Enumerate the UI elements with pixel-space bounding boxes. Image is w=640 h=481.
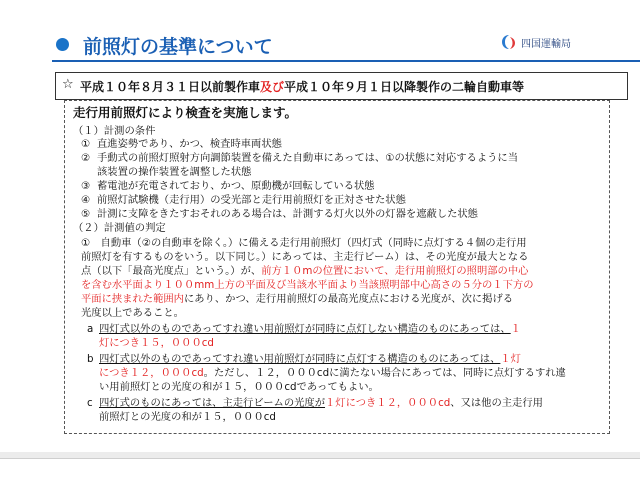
subject-box xyxy=(55,72,628,100)
item-a-line1-text: 四灯式以外のものであってすれ違い用前照灯が同時に点灯しない構造のものにあっては、 xyxy=(99,323,511,335)
para1-line6: 光度以上であること。 xyxy=(81,307,184,319)
para1-line2: 前照灯を有するものをいう。以下同じ。）にあっては、主走行ビーム）は、その光度が最大となる xyxy=(81,251,529,263)
para1-line5-plain: にあり、かつ、走行用前照灯の最高光度点における光度が、次に掲げる xyxy=(183,293,514,305)
main-heading: 走行用前照灯により検査を実施します。 xyxy=(73,105,298,120)
condition-5-num: ⑤ xyxy=(81,208,91,220)
condition-2-text: 手動式の前照灯照射方向調節装置を備えた自動車にあっては、①の状態に対応するように当 xyxy=(97,152,519,164)
subject-text xyxy=(80,78,524,95)
condition-4-text: 前照灯試験機（走行用）の受光部と走行用前照灯を正対させた状態 xyxy=(97,194,406,206)
condition-1-num: ① xyxy=(81,138,91,150)
condition-4-num: ④ xyxy=(81,194,91,206)
condition-2-num: ② xyxy=(81,152,91,164)
header-divider xyxy=(52,60,640,62)
para1-line3-highlight: 前方１０mの位置において、走行用前照灯の照明部の中心 xyxy=(261,265,529,277)
item-a-line1-highlight: １ xyxy=(510,323,521,335)
condition-2-text-cont: 該装置の操作装置を調整した状態 xyxy=(97,166,252,178)
item-c-line1-text: 四灯式のものにあっては、主走行ビームの光度が xyxy=(99,397,326,409)
subject-text-conjunction: 及び xyxy=(260,80,285,94)
item-c-label: c xyxy=(87,397,93,409)
para1-line3 xyxy=(81,265,528,277)
condition-1-text: 直進姿勢であり、かつ、検査時車両状態 xyxy=(97,138,282,150)
item-b-line3: い用前照灯との光度の和が１５，０００cdであってもよい。 xyxy=(99,381,379,393)
condition-3-text: 蓄電池が充電されており、かつ、原動機が回転している状態 xyxy=(97,180,375,192)
item-b-line1-highlight: １灯 xyxy=(500,353,521,365)
para1-line5 xyxy=(81,293,513,305)
title-bullet-icon xyxy=(56,38,69,51)
next-page-edge xyxy=(0,458,640,481)
subject-text-part-a: 平成１０年８月３１日以前製作車 xyxy=(80,80,261,94)
item-b-line1 xyxy=(99,353,521,365)
main-content-box xyxy=(64,100,610,434)
section-2-title: （２）計測値の判定 xyxy=(73,222,166,234)
item-a-line2-highlight: 灯につき１５，０００cd xyxy=(99,337,214,349)
para1-line1: ① 自動車（②の自動車を除く。）に備える走行用前照灯（四灯式（同時に点灯する４個の走行用 xyxy=(81,237,527,249)
subject-text-part-c: 平成１０年９月１日以降製作の二輪自動車等 xyxy=(284,80,525,94)
ministry-logo-icon xyxy=(500,34,518,50)
item-c-line1-highlight: １灯につき１２，０００cd xyxy=(325,397,451,409)
item-a-line1 xyxy=(99,323,521,335)
item-a-label: a xyxy=(87,323,94,335)
para1-line5-highlight: 平面に挟まれた範囲内 xyxy=(81,293,184,305)
item-b-line2-plain: 。ただし、１２，０００cdに満たない場合にあっては、同時に点灯するすれ違 xyxy=(203,367,566,379)
page-title: 前照灯の基準について xyxy=(83,36,273,58)
para1-line3-plain: 点（以下「最高光度点」という。）が、 xyxy=(81,265,262,277)
item-c-line1-plain: 、又は他の主走行用 xyxy=(450,397,543,409)
section-1-title: （１）計測の条件 xyxy=(73,125,156,137)
star-icon: ☆ xyxy=(62,77,74,92)
header xyxy=(0,28,640,64)
item-c-line2: 前照灯との光度の和が１５，０００cd xyxy=(99,411,276,423)
organization-logo xyxy=(500,34,571,50)
condition-5-text: 計測に支障をきたすおそれのある場合は、計測する灯火以外の灯器を遮蔽した状態 xyxy=(97,208,478,220)
item-b-line1-text: 四灯式以外のものであってすれ違い用前照灯が同時に点灯する構造のものにあっては、 xyxy=(99,353,501,365)
item-c-line1 xyxy=(99,397,543,409)
item-b-line2-highlight: につき１２，０００cd xyxy=(99,367,204,379)
item-b-label: b xyxy=(87,353,94,365)
condition-3-num: ③ xyxy=(81,180,91,192)
organization-name: 四国運輸局 xyxy=(521,38,571,50)
item-b-line2 xyxy=(99,367,566,379)
para1-line4-highlight: を含む水平面より１００mm上方の平面及び当該水平面より当該照明部中心高さの５分の１下方の xyxy=(81,279,534,291)
